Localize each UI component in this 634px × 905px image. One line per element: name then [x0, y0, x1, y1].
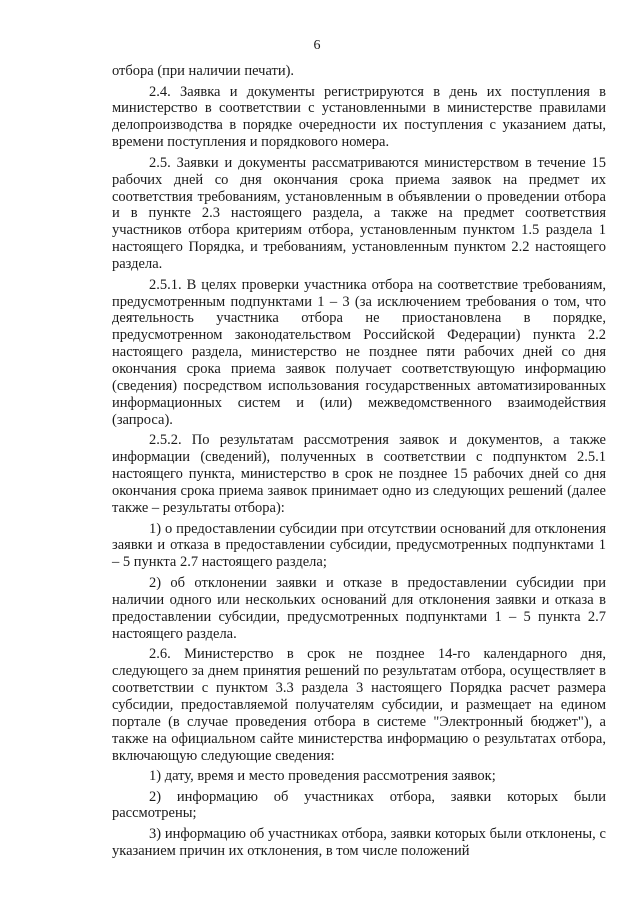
- list-item-date-time-place: 1) дату, время и место проведения рассмотрения заявок;: [149, 768, 496, 784]
- paragraph-2-5-1: 2.5.1. В целях проверки участника отбора на соответствие требованиям, предусмотренным подпунктами 1 – 3 (за исключением требования о том, что деятельность участника отбора не приостановлена в порядке, предусмотренном законодательством Российской Федерации) пункта 2.2 настоящего раздела, министерство не позднее пяти рабочих дней со дня окончания срока приема заявок получает соответствующую информацию (сведения) посредством использования государственных автоматизированных информационных систем и (или) межведомственного взаимодействия (запроса).: [112, 276, 606, 428]
- paragraph-2-5-2: 2.5.2. По результатам рассмотрения заявок и документов, а также информации (сведений), полученных в соответствии с подпунктом 2.5.1 настоящего пункта, министерство в срок не позднее 15 рабочих дней со дня окончания срока приема заявок принимает одно из следующих решений (далее также – результаты отбора):: [112, 432, 606, 517]
- paragraph-2-6: 2.6. Министерство в срок не позднее 14-го календарного дня, следующего за днем принятия решений по результатам отбора, осуществляет в соответствии с пунктом 3.3 раздела 3 настоящего Порядка расчет размера субсидии, предоставляемой получателям субсидии, и размещает на едином портале (в случае проведения отбора в системе "Электронный бюджет"), а также на официальном сайте министерства информацию о результатах отбора, включающую следующие сведения:: [112, 646, 606, 764]
- paragraph-2-4: 2.4. Заявка и документы регистрируются в день их поступления в министерство в соответствии с установленными в министерстве правилами делопроизводства в порядке очередности их поступления с указанием даты, времени поступления и порядкового номера.: [112, 83, 606, 151]
- page-number: 6: [313, 38, 321, 53]
- paragraph-2-5: 2.5. Заявки и документы рассматриваются министерством в течение 15 рабочих дней со дня окончания срока приема заявок на предмет их соответствия требованиям, установленным в объявлении о проведении отбора и в пункте 2.3 настоящего раздела, а также на предмет соответствия участников отбора критериям отбора, установленным пунктом 1.5 раздела 1 настоящего Порядка, и требованиям, установленным пунктом 2.2 настоящего раздела.: [112, 154, 606, 273]
- document-body: [112, 63, 606, 863]
- list-item-reviewed-participants: 2) информацию об участниках отбора, заявки которых были рассмотрены;: [112, 788, 606, 822]
- list-item-rejected-participants: 3) информацию об участниках отбора, заявки которых были отклонены, с указанием причин их отклонения, в том числе положений: [112, 825, 606, 859]
- list-item-grant-decision: 1) о предоставлении субсидии при отсутствии оснований для отклонения заявки и отказа в предоставлении субсидии, предусмотренных подпунктами 1 – 5 пункта 2.7 настоящего раздела;: [112, 520, 606, 571]
- list-item-reject-decision: 2) об отклонении заявки и отказе в предоставлении субсидии при наличии одного или нескольких оснований для отклонения заявки и отказа в предоставлении субсидии, предусмотренных подпунктами 1 – 5 пункта 2.7 настоящего раздела.: [112, 574, 606, 642]
- paragraph-continuation: отбора (при наличии печати).: [112, 63, 295, 79]
